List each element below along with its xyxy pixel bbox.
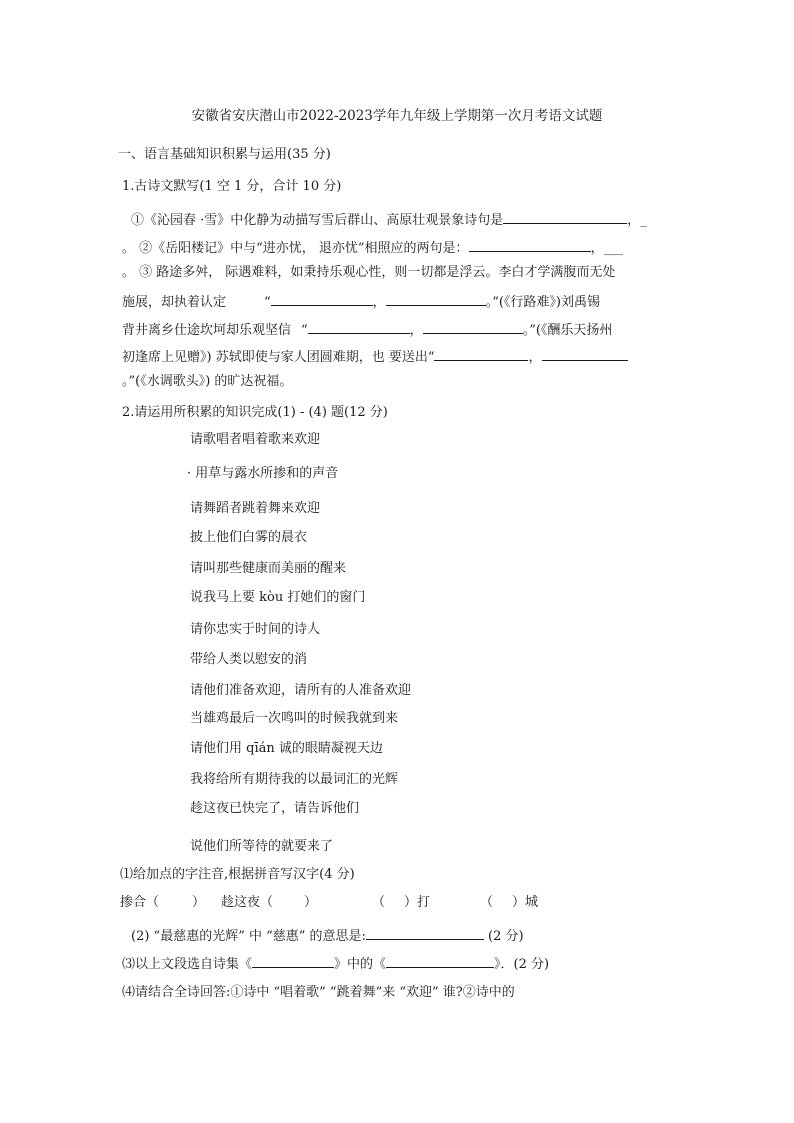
item-label: 趁这夜（	[221, 895, 274, 910]
sub-question-2	[131, 925, 524, 946]
section-heading: 一、语言基础知识积累与运用(35 分)	[118, 147, 331, 162]
answer-blank[interactable]	[423, 319, 523, 334]
q1-line-2-tail: ，___	[590, 241, 624, 256]
answer-blank[interactable]	[386, 953, 494, 968]
q1-line-3: 。 ③ 路途多舛， 际遇难料，如秉持乐观心性，则一切都是浮云。李白才学满腹而无处	[122, 265, 616, 280]
comma: ，	[409, 323, 423, 338]
item-label: ）打	[404, 895, 431, 910]
poem-line: 请歌唱者唱着歌来欢迎	[190, 432, 321, 447]
answer-blank[interactable]	[434, 346, 528, 361]
poem-line: · 用草与露水所掺和的声音	[187, 466, 339, 481]
poem-line: 披上他们白雾的晨衣	[190, 530, 308, 545]
poem-line: 带给人类以慰安的消	[190, 652, 308, 667]
q1-line-5	[122, 319, 612, 340]
answer-blank[interactable]	[469, 237, 591, 252]
item-label: ）城	[512, 895, 539, 910]
answer-blank[interactable]	[503, 209, 627, 224]
sub-question-4: ⑷请结合全诗回答:①诗中 “唱着歌” “跳着舞”来 “欢迎” 谁?②诗中的	[122, 985, 515, 1000]
q1-line-6-text: 初逢席上见赠》) 苏轼即使与家人团圆难期，也 要送出“	[122, 350, 435, 365]
sub-question-3-text: ⑶以上文段选自诗集《	[122, 957, 253, 972]
q1-line-5-tail: 。”(《酬乐天扬州	[522, 323, 613, 338]
q1-line-6	[122, 346, 628, 367]
answer-blank[interactable]	[308, 319, 410, 334]
poem-line: 趁这夜已快完了，请告诉他们	[190, 801, 360, 816]
answer-blank[interactable]	[366, 925, 484, 940]
poem-line: 说我马上要 kòu 打她们的窗门	[190, 590, 366, 605]
sub-question-3-mid: 》中的《	[334, 957, 387, 972]
poem-line: 请叫那些健康而美丽的醒来	[190, 561, 347, 576]
poem-line: 说他们所等待的就要来了	[190, 839, 334, 854]
sub-question-2-text: (2) “最慈惠的光辉” 中 “慈惠” 的意思是:	[131, 929, 366, 944]
page-title: 安徽省安庆潜山市2022-2023学年九年级上学期第一次月考语文试题	[191, 108, 603, 124]
q1-line-1-text: ①《沁园春 ·雪》中化静为动描写雪后群山、高原壮观景象诗句是	[131, 213, 504, 228]
sub-question-1: ⑴给加点的字注音,根据拼音写汉字(4 分)	[120, 867, 355, 882]
q1-line-1	[131, 209, 647, 230]
item-label: 掺合（	[120, 895, 160, 910]
sub-question-3	[122, 953, 549, 974]
answer-blank[interactable]	[386, 291, 486, 306]
q1-line-5-text: 背井离乡仕途坎坷却乐观坚信	[122, 323, 292, 338]
comma: ，	[528, 350, 542, 365]
q1-line-4-tail: 。”(《行路难》)刘禹锡	[485, 295, 600, 310]
poem-line: 我将给所有期待我的以最词汇的光辉	[190, 772, 399, 787]
question-1-heading: 1.古诗文默写(1 空 1 分，合计 10 分)	[122, 179, 342, 194]
answer-blank[interactable]	[271, 291, 373, 306]
q1-line-2	[122, 237, 623, 258]
question-2-heading: 2.请运用所积累的知识完成(1) - (4) 题(12 分)	[122, 405, 388, 420]
q1-line-4	[122, 291, 600, 312]
q1-line-7: 。”(《水调歌头》) 的旷达祝福。	[122, 374, 293, 389]
score: (2 分)	[483, 929, 524, 944]
q1-line-1-tail: ，_	[627, 213, 647, 228]
comma: ，	[372, 295, 386, 310]
open-quote: “	[301, 323, 308, 338]
poem-line: 当雄鸡最后一次鸣叫的时候我就到来	[190, 711, 399, 726]
answer-blank[interactable]	[252, 953, 334, 968]
item-paren: （	[480, 895, 494, 910]
sub-question-3-tail: 》．(2 分)	[494, 957, 550, 972]
item-paren: （	[372, 895, 386, 910]
item-paren: ）	[192, 895, 206, 910]
poem-line: 请他们用 qīán 诚的眼睛凝视天边	[190, 741, 383, 756]
answer-blank[interactable]	[542, 346, 628, 361]
poem-line: 请你忠实于时间的诗人	[190, 622, 321, 637]
open-quote: “	[264, 295, 271, 310]
q1-line-2-text: 。 ②《岳阳楼记》中与“进亦忧， 退亦忧”相照应的两句是：	[122, 241, 469, 256]
item-paren: ）	[304, 895, 318, 910]
poem-line: 请舞蹈者跳着舞来欢迎	[190, 501, 321, 516]
poem-line: 请他们准备欢迎，请所有的人准备欢迎	[190, 683, 412, 698]
q1-line-4-text: 施展，却执着认定	[122, 295, 227, 310]
